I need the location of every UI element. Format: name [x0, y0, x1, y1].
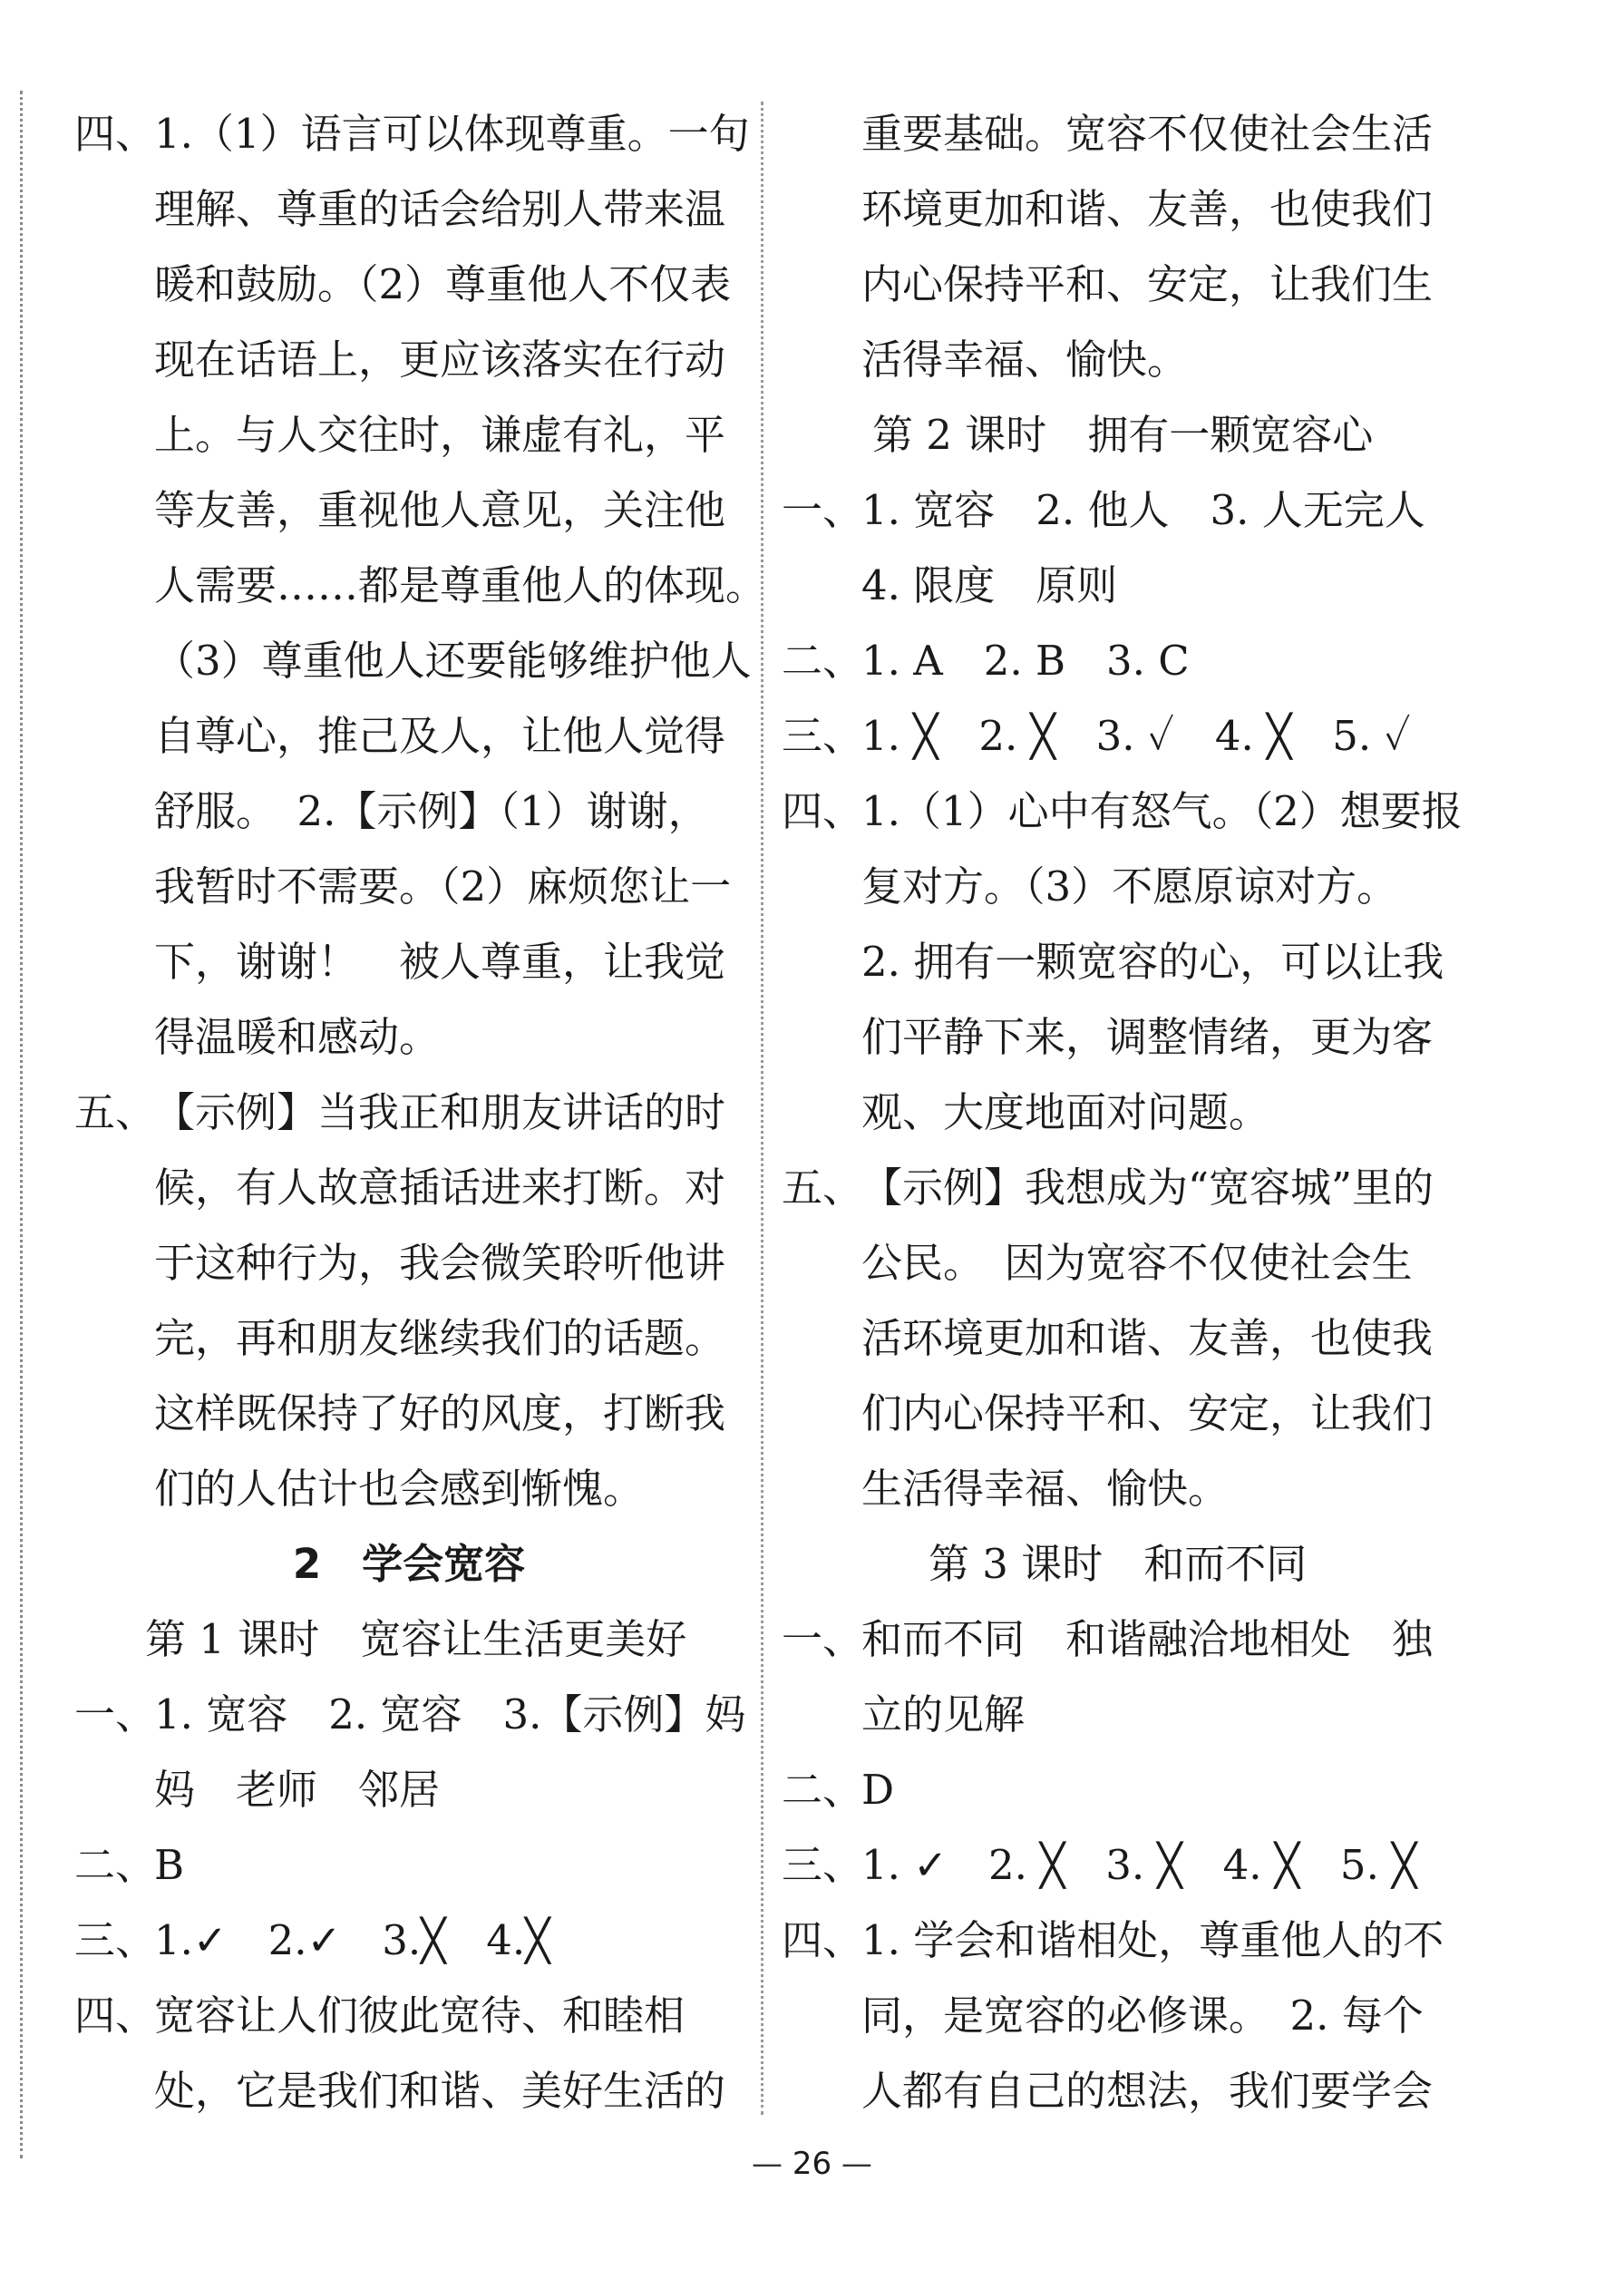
- text-line: 1.✓ 2.✓ 3.╳ 4.╳: [154, 1916, 550, 1964]
- text-line: 自尊心，推己及人，让他人觉得: [154, 712, 726, 760]
- dash-decoration: —: [831, 2146, 872, 2182]
- lesson2-question-er: [782, 623, 1453, 698]
- page-number: [0, 2146, 1624, 2182]
- text-line: 1. ╳ 2. ╳ 3. ✓ 4. ╳ 5. ✓: [861, 712, 1411, 760]
- lesson1-question-si: [74, 1978, 744, 2128]
- lesson3-question-san: [782, 1827, 1453, 1903]
- text-line: 环境更加和谐、友善，也使我们: [861, 185, 1434, 233]
- lesson2-question-si: [782, 774, 1463, 1150]
- lesson3-question-si: [782, 1903, 1453, 2128]
- text-line: 1. 宽容 2. 宽容 3.【示例】妈: [154, 1690, 746, 1738]
- text-line: 宽容让人们彼此宽待、和睦相: [154, 1991, 686, 2040]
- lesson-title: 第 3 课时 和而不同: [929, 1540, 1308, 1588]
- text-line: 们内心保持平和、安定，让我们: [861, 1389, 1434, 1437]
- text-line: 舒服。 2.【示例】（1）谢谢，: [154, 787, 709, 835]
- column-divider: [761, 102, 763, 2115]
- text-line: 这样既保持了好的风度，打断我: [154, 1389, 726, 1437]
- text-line: 1. ✓ 2. ╳ 3. ╳ 4. ╳ 5. ╳: [861, 1841, 1417, 1889]
- question-si-block: [74, 96, 767, 1075]
- text-line: 们的人估计也会感到惭愧。: [154, 1465, 645, 1513]
- text-line: 们平静下来，调整情绪，更为客: [861, 1013, 1434, 1061]
- question-label: 四、: [782, 787, 864, 835]
- text-line: 我暂时不需要。（2）麻烦您让一: [154, 862, 732, 911]
- text-line: 处，它是我们和谐、美好生活的: [154, 2067, 726, 2115]
- lesson1-question-san: [74, 1903, 744, 1978]
- text-line: 4. 限度 原则: [861, 561, 1118, 609]
- text-line: 生活得幸福、愉快。: [861, 1465, 1230, 1513]
- text-line: 1. 宽容 2. 他人 3. 人无完人: [861, 486, 1425, 534]
- section-title: 2 学会宽容: [292, 1540, 526, 1588]
- page-number-value: 26: [792, 2146, 832, 2182]
- lesson2-question-yi: [782, 472, 1453, 623]
- question-label: 二、: [74, 1841, 157, 1889]
- text-line: 理解、尊重的话会给别人带来温: [154, 185, 726, 233]
- lesson1-question-er: [74, 1827, 744, 1903]
- question-label: 二、: [782, 1766, 864, 1814]
- question-label: 三、: [782, 712, 864, 760]
- question-label: 一、: [782, 1615, 864, 1663]
- text-line: 暖和鼓励。（2）尊重他人不仅表: [154, 260, 732, 308]
- question-label: 二、: [782, 637, 864, 685]
- text-line: 活得幸福、愉快。: [861, 336, 1189, 384]
- text-line: 现在话语上，更应该落实在行动: [154, 336, 726, 384]
- text-line: B: [154, 1841, 185, 1889]
- lesson-title: 第 1 课时 宽容让生活更美好: [145, 1615, 687, 1663]
- text-line: 1. 学会和谐相处，尊重他人的不: [861, 1916, 1444, 1964]
- text-line: 人需要……都是尊重他人的体现。: [154, 561, 767, 609]
- text-line: 人都有自己的想法，我们要学会: [861, 2067, 1434, 2115]
- lesson3-question-er: [782, 1752, 1453, 1827]
- text-line: 1.（1）语言可以体现尊重。一句: [154, 110, 750, 158]
- text-line: 和而不同 和谐融洽地相处 独: [861, 1615, 1434, 1663]
- text-line: 1. A 2. B 3. C: [861, 637, 1190, 685]
- text-line: 完，再和朋友继续我们的话题。: [154, 1314, 726, 1362]
- text-line: 内心保持平和、安定，让我们生: [861, 260, 1434, 308]
- text-line: 观、大度地面对问题。: [861, 1088, 1270, 1136]
- text-line: 【示例】当我正和朋友讲话的时: [154, 1088, 726, 1136]
- text-line: 活环境更加和谐、友善，也使我: [861, 1314, 1434, 1362]
- question-label: 四、: [74, 110, 157, 158]
- lesson-title: 第 2 课时 拥有一颗宽容心: [872, 411, 1374, 459]
- text-line: 2. 拥有一颗宽容的心，可以让我: [861, 938, 1444, 986]
- text-line: 同，是宽容的必修课。 2. 每个: [861, 1991, 1424, 2040]
- continued-answer: [782, 96, 1453, 397]
- question-label: 四、: [74, 1991, 157, 2040]
- lesson2-question-san: [782, 698, 1453, 774]
- question-label: 五、: [782, 1164, 864, 1212]
- lesson3-question-yi: [782, 1602, 1453, 1752]
- right-column: [782, 96, 1463, 2128]
- text-line: 上。与人交往时，谦虚有礼，平: [154, 411, 726, 459]
- question-label: 一、: [782, 486, 864, 534]
- text-line: 1.（1）心中有怒气。（2）想要报: [861, 787, 1463, 835]
- text-line: 于这种行为，我会微笑聆听他讲: [154, 1239, 726, 1287]
- text-line: 公民。 因为宽容不仅使社会生: [861, 1239, 1413, 1287]
- text-line: 得温暖和感动。: [154, 1013, 441, 1061]
- text-line: 复对方。（3）不愿原谅对方。: [861, 862, 1398, 911]
- question-wu-block: [74, 1075, 744, 1526]
- text-line: 立的见解: [861, 1690, 1026, 1738]
- text-line: 等友善，重视他人意见，关注他: [154, 486, 726, 534]
- text-line: 【示例】我想成为“宽容城”里的: [861, 1164, 1434, 1212]
- lesson2-question-wu: [782, 1150, 1453, 1526]
- text-line: 妈 老师 邻居: [154, 1766, 441, 1814]
- question-label: 五、: [74, 1088, 157, 1136]
- left-column: [74, 96, 767, 2128]
- question-label: 一、: [74, 1690, 157, 1738]
- text-line: 重要基础。宽容不仅使社会生活: [861, 110, 1434, 158]
- text-line: 下，谢谢！ 被人尊重，让我觉: [154, 938, 726, 986]
- binding-margin-dots: [20, 91, 23, 2158]
- question-label: 三、: [782, 1841, 864, 1889]
- dash-decoration: —: [752, 2146, 793, 2182]
- text-line: 候，有人故意插话进来打断。对: [154, 1164, 726, 1212]
- text-line: D: [861, 1766, 895, 1814]
- lesson1-question-yi: [74, 1677, 744, 1827]
- question-label: 四、: [782, 1916, 864, 1964]
- text-line: （3）尊重他人还要能够维护他人: [154, 637, 752, 685]
- question-label: 三、: [74, 1916, 157, 1964]
